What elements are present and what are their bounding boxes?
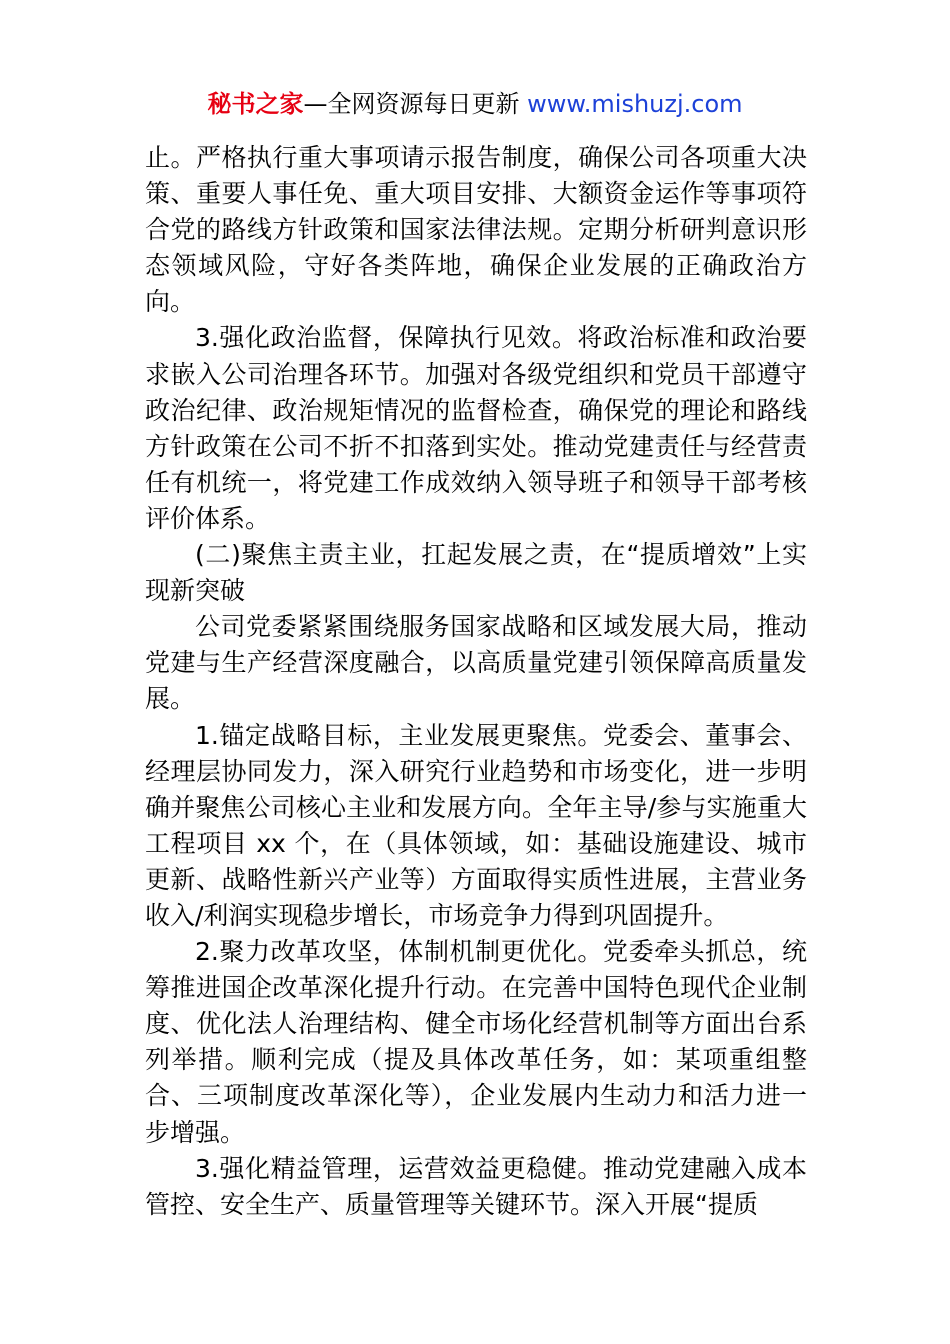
page-header <box>0 88 950 120</box>
paragraph-reform: 2.聚力改革攻坚，体制机制更优化。党委牵头抓总，统筹推进国企改革深化提升行动。在完善中国特色现代企业制度、优化法人治理结构、健全市场化经营机制等方面出台系列举措。顺利完成（提及具体改革任务，如：某项重组整合、三项制度改革深化等），企业发展内生动力和活力进一步增强。 <box>145 937 807 1147</box>
site-brand: 秘书之家 <box>207 90 304 118</box>
header-tagline: —全网资源每日更新 <box>303 90 528 118</box>
site-url-link[interactable]: www.mishuzj.com <box>527 90 743 118</box>
document-body <box>145 140 807 1223</box>
paragraph-lean-management: 3.强化精益管理，运营效益更稳健。推动党建融入成本管控、安全生产、质量管理等关键环节。深入开展“提质 <box>145 1153 807 1219</box>
paragraph-strategy: 1.锚定战略目标，主业发展更聚焦。党委会、董事会、经理层协同发力，深入研究行业趋势和市场变化，进一步明确并聚焦公司核心主业和发展方向。全年主导/参与实施重大工程项目 xx 个，在（具体领域，如：基础设施建设、城市更新、战略性新兴产业等）方面取得实质性进展，主营业务收入/利润实现稳步增长，市场竞争力得到巩固提升。 <box>145 720 807 930</box>
paragraph-intro: 公司党委紧紧围绕服务国家战略和区域发展大局，推动党建与生产经营深度融合，以高质量党建引领保障高质量发展。 <box>145 612 807 714</box>
section-heading: (二)聚焦主责主业，扛起发展之责，在“提质增效”上实现新突破 <box>145 540 807 606</box>
paragraph-continuation: 止。严格执行重大事项请示报告制度，确保公司各项重大决策、重要人事任免、重大项目安排、大额资金运作等事项符合党的路线方针政策和国家法律法规。定期分析研判意识形态领域风险，守好各类阵地，确保企业发展的正确政治方向。 <box>145 143 807 317</box>
paragraph-political-supervision: 3.强化政治监督，保障执行见效。将政治标准和政治要求嵌入公司治理各环节。加强对各级党组织和党员干部遵守政治纪律、政治规矩情况的监督检查，确保党的理论和路线方针政策在公司不折不扣落到实处。推动党建责任与经营责任有机统一，将党建工作成效纳入领导班子和领导干部考核评价体系。 <box>145 323 807 533</box>
